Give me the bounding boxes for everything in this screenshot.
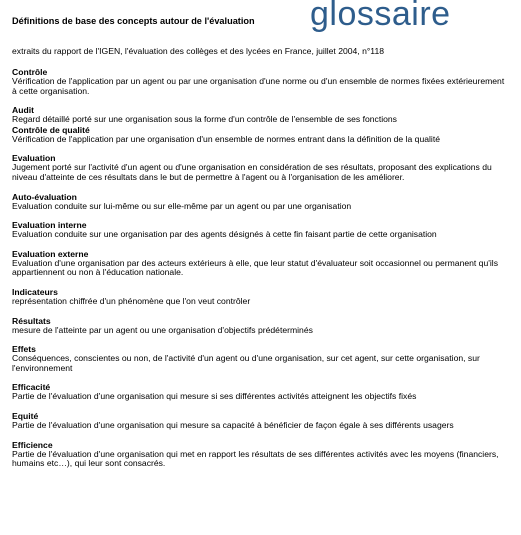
- glossary-entry-effets: [12, 344, 511, 373]
- entry-definition: représentation chiffrée d'un phénomène que l'on veut contrôler: [12, 295, 251, 306]
- glossary-entry-evaluation: [12, 153, 511, 182]
- entry-definition: Jugement porté sur l'activité d'un agent ou d'une organisation en considération de ses résultats, proposant des explications du niveau d'atteinte de ces résultats dans le but de permettre à l'agent ou à l'organisation de les améliorer.: [12, 162, 492, 182]
- entry-term: Evaluation: [12, 153, 56, 164]
- entry-definition: Partie de l'évaluation d'une organisation qui mesure sa capacité à bénéficier de façon égale à ses différents usagers: [12, 419, 454, 430]
- entry-term: Contrôle: [12, 67, 48, 77]
- glossary-entry-evaluation-externe: [12, 249, 511, 278]
- glossary-entry-controle: [12, 67, 511, 96]
- entry-definition: Regard détaillé porté sur une organisation sous la forme d'un contrôle de l'ensemble de ses fonctions: [12, 114, 397, 125]
- glossary-entry-equite: [12, 411, 511, 431]
- entry-definition: Evaluation conduite sur lui-même ou sur elle-même par un agent ou par une organisation: [12, 200, 352, 211]
- page-header: [12, 0, 511, 46]
- entry-definition: Evaluation conduite sur une organisation par des agents désignés à cette fin faisant partie de cette organisation: [12, 229, 437, 240]
- entry-definition: Evaluation d'une organisation par des acteurs extérieurs à elle, que leur statut d'évaluateur soit occasionnel ou permanent qu'ils appartiennent ou non à l'éducation nationale.: [12, 257, 498, 278]
- page-title: glossaire: [310, 0, 451, 33]
- glossary-entry-efficience: [12, 440, 511, 469]
- glossary-entry-auto-evaluation: [12, 192, 511, 212]
- glossary-entry-evaluation-interne: [12, 220, 511, 240]
- entry-definition: mesure de l'atteinte par un agent ou une organisation d'objectifs prédéterminés: [12, 324, 313, 335]
- entry-definition: Partie de l'évaluation d'une organisation qui mesure si ses différentes activités atteignent les objectifs fixés: [12, 391, 417, 402]
- entry-term: Equité: [12, 410, 39, 421]
- entry-term: Indicateurs: [12, 286, 58, 297]
- glossary-entry-efficacite: [12, 382, 511, 402]
- entry-term: Efficacité: [12, 382, 51, 393]
- entry-term: Effets: [12, 344, 36, 355]
- glossary-entry-resultats: [12, 316, 511, 336]
- entry-term: Contrôle de qualité: [12, 124, 90, 135]
- entry-term: Evaluation externe: [12, 248, 89, 259]
- entry-term: Audit: [12, 105, 34, 116]
- entry-definition: Partie de l'évaluation d'une organisation qui met en rapport les résultats de ses différentes activités avec les moyens (financiers, humains etc…), qui leur sont consacrés.: [12, 448, 499, 469]
- glossary-entry-audit: [12, 105, 511, 125]
- entry-definition: Vérification de l'application par une organisation d'un ensemble de normes entrant dans la définition de la qualité: [12, 133, 440, 144]
- entry-term: Evaluation interne: [12, 220, 87, 231]
- glossary-entry-controle-qualite: [12, 125, 511, 145]
- page-subtitle: Définitions de base des concepts autour de l'évaluation: [12, 16, 255, 26]
- source-citation: extraits du rapport de l'IGEN, l'évaluation des collèges et des lycées en France, juillet 2004, n°118: [12, 46, 385, 56]
- entry-definition: Vérification de l'application par un agent ou par une organisation d'une norme ou d'un ensemble de normes fixées extérieurement à cette organisation.: [12, 76, 505, 96]
- entry-term: Auto-évaluation: [12, 191, 77, 202]
- glossary-entry-indicateurs: [12, 287, 511, 307]
- entry-term: Résultats: [12, 315, 51, 326]
- entry-definition: Conséquences, conscientes ou non, de l'activité d'un agent ou d'une organisation, sur cet agent, sur cette organisation, sur l'environnement: [12, 353, 480, 373]
- entry-term: Efficience: [12, 439, 53, 450]
